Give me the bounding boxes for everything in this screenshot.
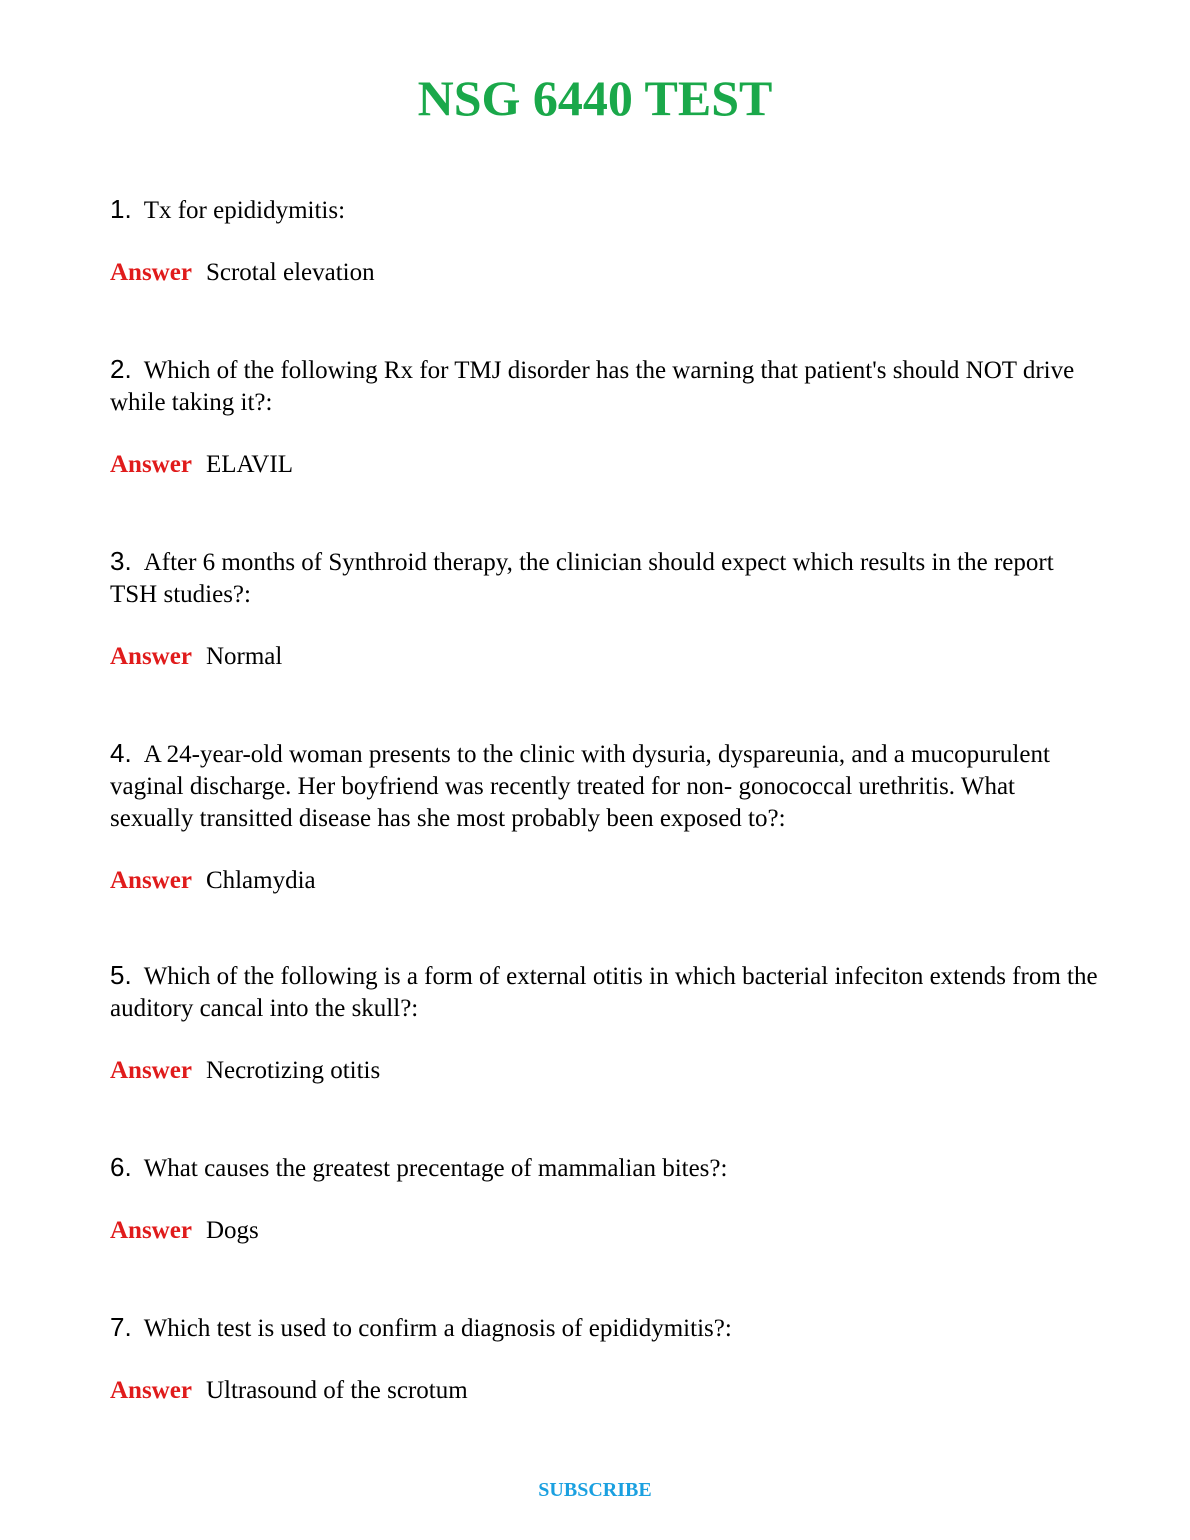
answer-text: Dogs: [205, 1217, 259, 1244]
question-5: [110, 959, 1100, 1025]
answer-3: [110, 641, 1100, 673]
question-number: 1.: [110, 194, 132, 224]
question-text: What causes the greatest precentage of mammalian bites?:: [143, 1155, 728, 1182]
page-title: NSG 6440 TEST: [417, 70, 773, 126]
qa-item-1: [110, 193, 1100, 289]
question-text: A 24-year-old woman presents to the clinic with dysuria, dyspareunia, and a mucopurulent vaginal discharge. Her boyfriend was recently treated for non- gonococcal urethritis. What sexually transitted disease has she most probably been exposed to?:: [110, 741, 1050, 832]
answer-text: ELAVIL: [205, 451, 293, 478]
question-6: [110, 1151, 1100, 1185]
answer-text: Scrotal elevation: [205, 259, 375, 286]
answer-label: Answer: [110, 1217, 192, 1244]
answer-5: [110, 1055, 1100, 1087]
qa-item-5: [110, 959, 1100, 1087]
answer-label: Answer: [110, 867, 192, 894]
answer-text: Ultrasound of the scrotum: [205, 1377, 468, 1404]
answer-label: Answer: [110, 451, 192, 478]
question-text: Tx for epididymitis:: [143, 197, 346, 224]
question-1: [110, 193, 1100, 227]
qa-item-3: [110, 545, 1100, 673]
question-7: [110, 1311, 1100, 1345]
question-3: [110, 545, 1100, 611]
answer-label: Answer: [110, 643, 192, 670]
question-number: 5.: [110, 960, 132, 990]
question-2: [110, 353, 1100, 419]
question-number: 3.: [110, 546, 132, 576]
question-text: Which of the following is a form of external otitis in which bacterial infeciton extends from the auditory cancal into the skull?:: [110, 963, 1098, 1022]
qa-item-2: [110, 353, 1100, 481]
answer-text: Necrotizing otitis: [205, 1057, 381, 1084]
question-number: 2.: [110, 354, 132, 384]
answer-label: Answer: [110, 259, 192, 286]
question-text: Which test is used to confirm a diagnosis of epididymitis?:: [143, 1315, 732, 1342]
answer-2: [110, 449, 1100, 481]
answer-text: Chlamydia: [205, 867, 316, 894]
answer-text: Normal: [205, 643, 283, 670]
answer-4: [110, 865, 1100, 897]
answer-7: [110, 1375, 1100, 1407]
answer-label: Answer: [110, 1377, 192, 1404]
qa-item-4: [110, 737, 1100, 897]
question-number: 4.: [110, 738, 132, 768]
qa-item-7: [110, 1311, 1100, 1407]
question-text: Which of the following Rx for TMJ disorder has the warning that patient's should NOT drive while taking it?:: [110, 357, 1075, 416]
subscribe-link[interactable]: SUBSCRIBE: [538, 1479, 652, 1501]
qa-item-6: [110, 1151, 1100, 1247]
question-number: 7.: [110, 1312, 132, 1342]
answer-6: [110, 1215, 1100, 1247]
question-4: [110, 737, 1100, 835]
answer-label: Answer: [110, 1057, 192, 1084]
answer-1: [110, 257, 1100, 289]
question-text: After 6 months of Synthroid therapy, the clinician should expect which results in the report TSH studies?:: [110, 549, 1054, 608]
question-number: 6.: [110, 1152, 132, 1182]
